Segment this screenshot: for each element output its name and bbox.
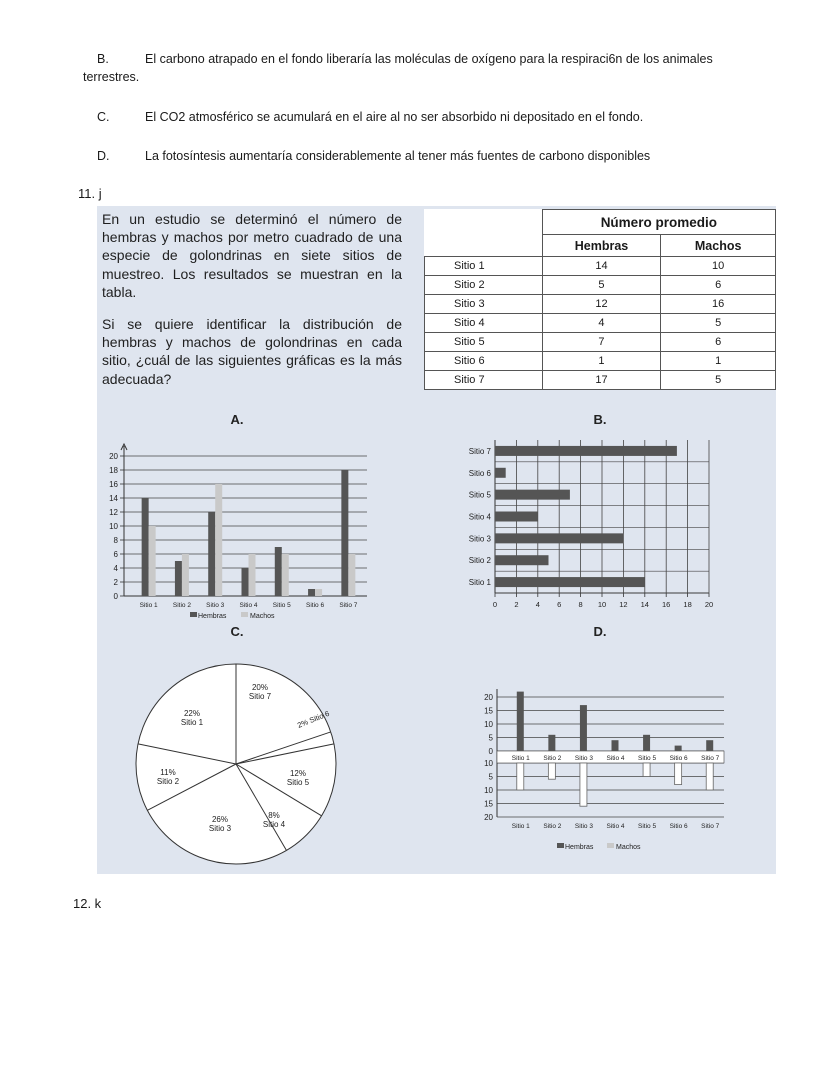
table-row xyxy=(425,371,776,390)
chart-c-slice-pct: 12% xyxy=(289,769,307,778)
chart-d-bar-hembras xyxy=(706,740,713,751)
chart-d-x-tick-label: Sitio 2 xyxy=(543,823,562,830)
chart-b-x-tick-label: 20 xyxy=(704,600,714,609)
chart-b-bar xyxy=(495,533,623,543)
chart-d-bar-machos xyxy=(548,763,555,779)
table-cell-site: Sitio 6 xyxy=(425,352,543,371)
table-cell-hembras: 4 xyxy=(542,314,661,333)
chart-d-legend-swatch-machos xyxy=(607,843,614,848)
chart-a-legend-hembras: Hembras xyxy=(198,613,227,620)
chart-b-x-tick-label: 6 xyxy=(557,600,562,609)
chart-d-x-tick-label: Sitio 5 xyxy=(638,823,657,830)
chart-b-bar xyxy=(495,555,549,565)
chart-b-y-tick-label: Sitio 5 xyxy=(468,490,491,500)
chart-a-x-tick-label: Sitio 4 xyxy=(239,602,258,609)
chart-d-x-tick-label: Sitio 4 xyxy=(606,823,625,830)
chart-d-bar-hembras xyxy=(643,735,650,751)
chart-b-x-tick-label: 0 xyxy=(492,600,498,609)
chart-c-slice-pct: 11% xyxy=(160,768,176,777)
table-corner xyxy=(425,210,543,235)
chart-a-x-tick-label: Sitio 1 xyxy=(139,602,158,609)
chart-d-y-tick-label: 5 xyxy=(488,772,493,782)
chart-a-x-tick-label: Sitio 5 xyxy=(272,602,291,609)
chart-d-y-tick-label: 15 xyxy=(484,799,493,809)
table-group-header: Número promedio xyxy=(542,210,775,235)
chart-b-title: B. xyxy=(593,412,607,427)
chart-d-x-tick-label: Sitio 7 xyxy=(701,823,720,830)
chart-c-slice-label: 2% Sitio 6 xyxy=(295,708,331,730)
table-row xyxy=(425,276,776,295)
chart-d-x-tick-label: Sitio 5 xyxy=(638,755,657,762)
chart-a-y-tick-label: 4 xyxy=(113,564,118,573)
stem-paragraph: En un estudio se determinó el número de hembras y machos por metro cuadrado de una especie de golondrinas en siete sitios de muestreo. Los resultados se muestran en la tabla. xyxy=(102,211,402,300)
table-cell-site: Sitio 3 xyxy=(425,295,543,314)
chart-d-y-tick-label: 5 xyxy=(488,733,493,743)
chart-b-x-tick-label: 4 xyxy=(535,600,540,609)
chart-a-bar-machos xyxy=(249,554,256,596)
chart-d-x-tick-label: Sitio 2 xyxy=(543,755,562,762)
chart-a-bar-machos xyxy=(215,484,222,596)
chart-a-x-tick-label: Sitio 2 xyxy=(172,602,191,609)
chart-b-y-tick-label: Sitio 7 xyxy=(468,446,491,456)
chart-c-slice-pct: 8% xyxy=(268,811,280,820)
chart-a-y-tick-label: 8 xyxy=(113,536,118,545)
option-text: El CO2 atmosférico se acumulará en el aire al no ser absorbido ni depositado en el fondo. xyxy=(145,110,644,124)
chart-d-bar-hembras xyxy=(612,740,619,751)
question-stem xyxy=(102,210,402,388)
chart-a-y-tick-label: 18 xyxy=(109,466,118,475)
table-cell-machos: 6 xyxy=(661,276,776,295)
chart-c-slice-label: Sitio 3 xyxy=(208,824,232,833)
chart-a-bar-machos xyxy=(315,589,322,596)
chart-d-y-tick-label: 10 xyxy=(484,759,493,768)
charts-area xyxy=(97,404,776,874)
chart-b-x-tick-label: 16 xyxy=(662,600,671,609)
chart-b-y-tick-label: Sitio 1 xyxy=(468,578,491,588)
chart-d-bar-machos xyxy=(643,763,650,777)
table-row xyxy=(425,295,776,314)
chart-a-bar-machos xyxy=(182,554,189,596)
chart-d-bar-hembras xyxy=(517,692,524,751)
table-cell-hembras: 1 xyxy=(542,352,661,371)
chart-b-x-tick-label: 2 xyxy=(514,600,519,609)
chart-a-x-tick-label: Sitio 7 xyxy=(339,602,358,609)
chart-a-bar-hembras xyxy=(308,589,315,596)
chart-d-x-tick-label: Sitio 6 xyxy=(669,755,688,762)
option-letter: D. xyxy=(97,149,110,163)
table-row xyxy=(425,257,776,276)
chart-d-x-tick-label: Sitio 3 xyxy=(574,823,593,830)
table-cell-hembras: 14 xyxy=(542,257,661,276)
chart-a-bar-machos xyxy=(282,554,289,596)
chart-b-x-tick-label: 10 xyxy=(597,600,607,609)
chart-b-x-tick-label: 12 xyxy=(619,600,628,609)
chart-b-y-tick-label: Sitio 2 xyxy=(468,556,491,566)
chart-d-x-tick-label: Sitio 3 xyxy=(574,755,593,762)
chart-c-title: C. xyxy=(230,624,244,639)
chart-b-y-tick-label: Sitio 4 xyxy=(468,512,491,522)
data-table xyxy=(424,209,776,390)
chart-b-bar xyxy=(495,490,570,500)
chart-d-legend-machos: Machos xyxy=(616,844,641,851)
chart-d-y-tick-label: 0 xyxy=(488,747,493,756)
option-text-continuation: terrestres. xyxy=(83,70,140,84)
chart-d-y-tick-label: 15 xyxy=(484,706,493,716)
chart-a-legend-swatch-machos xyxy=(241,612,248,617)
chart-d-x-tick-label: Sitio 7 xyxy=(701,755,720,762)
table-row xyxy=(425,314,776,333)
chart-a-y-tick-label: 6 xyxy=(113,550,118,559)
option-letter: C. xyxy=(97,110,110,124)
question-panel xyxy=(97,206,776,874)
chart-d-y-tick-label: 20 xyxy=(484,693,493,702)
chart-d-bar-hembras xyxy=(580,705,587,751)
chart-a-bar-machos xyxy=(348,554,355,596)
chart-d-y-tick-label: 20 xyxy=(484,813,493,822)
chart-a-y-tick-label: 20 xyxy=(109,452,118,461)
question-12-label: 12. k xyxy=(73,896,102,911)
chart-b-y-tick-label: Sitio 3 xyxy=(468,534,491,544)
table-cell-site: Sitio 2 xyxy=(425,276,543,295)
chart-d-bar-machos xyxy=(706,763,713,790)
chart-d-bar-hembras xyxy=(675,746,682,751)
chart-a-y-tick-label: 12 xyxy=(109,508,118,517)
option-letter: B. xyxy=(97,52,109,66)
table-cell-machos: 6 xyxy=(661,333,776,352)
chart-a-bar-hembras xyxy=(175,561,182,596)
chart-d-x-tick-label: Sitio 1 xyxy=(511,755,530,762)
table-cell-machos: 5 xyxy=(661,314,776,333)
table-header-hembras: Hembras xyxy=(542,235,661,257)
chart-a-bar-hembras xyxy=(142,498,149,596)
chart-d-y-tick-label: 10 xyxy=(484,786,493,795)
chart-d-x-tick-label: Sitio 1 xyxy=(511,823,530,830)
table-cell-machos: 10 xyxy=(661,257,776,276)
chart-a-legend-machos: Machos xyxy=(250,613,275,620)
chart-d-bar-machos xyxy=(517,763,524,790)
chart-b-bar xyxy=(495,577,645,587)
chart-a-bar-machos xyxy=(149,526,156,596)
table-cell-site: Sitio 4 xyxy=(425,314,543,333)
chart-d-bar-machos xyxy=(675,763,682,785)
table-row xyxy=(425,333,776,352)
question-11-label: 11. j xyxy=(78,186,102,201)
chart-a-legend-swatch-hembras xyxy=(190,612,197,617)
chart-a-bar-hembras xyxy=(242,568,249,596)
chart-a-y-tick-label: 16 xyxy=(109,480,118,489)
chart-d-x-tick-label: Sitio 4 xyxy=(606,755,625,762)
chart-a-x-tick-label: Sitio 6 xyxy=(306,602,325,609)
stem-paragraph: Si se quiere identificar la distribución de hembras y machos de golondrinas en cada sitio, ¿cuál de las siguientes gráficas es la más adecuada? xyxy=(102,316,402,387)
table-cell-machos: 1 xyxy=(661,352,776,371)
chart-c-slice-label: Sitio 1 xyxy=(180,718,204,727)
chart-a-y-tick-label: 10 xyxy=(109,522,118,531)
table-cell-hembras: 12 xyxy=(542,295,661,314)
chart-d-bar-hembras xyxy=(548,735,555,751)
chart-a-x-tick-label: Sitio 3 xyxy=(206,602,225,609)
chart-c-slice-pct: 26% xyxy=(211,815,229,824)
chart-b-x-tick-label: 8 xyxy=(578,600,583,609)
chart-c-slice-label: Sitio 4 xyxy=(262,820,286,829)
chart-b-bar xyxy=(495,446,677,456)
chart-a-title: A. xyxy=(230,412,244,427)
chart-d-title: D. xyxy=(593,624,607,639)
chart-a-bar-hembras xyxy=(341,470,348,596)
chart-d-y-tick-label: 10 xyxy=(484,720,493,729)
chart-c-slice-pct: 22% xyxy=(183,709,201,718)
chart-d-legend-hembras: Hembras xyxy=(565,844,594,851)
table-cell-site: Sitio 1 xyxy=(425,257,543,276)
chart-a-y-tick-label: 0 xyxy=(113,592,118,601)
option-text: El carbono atrapado en el fondo liberaría las moléculas de oxígeno para la respiraci6n de los animales xyxy=(145,52,713,66)
chart-d-legend-swatch-hembras xyxy=(557,843,564,848)
chart-b-x-tick-label: 18 xyxy=(683,600,692,609)
chart-b-bar xyxy=(495,512,538,522)
chart-b-y-tick-label: Sitio 6 xyxy=(468,468,491,478)
chart-c-slice-label: Sitio 2 xyxy=(156,777,180,786)
table-corner xyxy=(425,235,543,257)
chart-b-x-tick-label: 14 xyxy=(640,600,649,609)
chart-d-bar-machos xyxy=(580,763,587,806)
chart-c-slice-label: Sitio 5 xyxy=(286,778,310,787)
table-cell-hembras: 5 xyxy=(542,276,661,295)
chart-c-slice-pct: 20% xyxy=(251,683,269,692)
table-cell-hembras: 17 xyxy=(542,371,661,390)
chart-c-slice-label: Sitio 7 xyxy=(248,692,272,701)
chart-d-x-tick-label: Sitio 6 xyxy=(669,823,688,830)
table-cell-machos: 16 xyxy=(661,295,776,314)
table-header-machos: Machos xyxy=(661,235,776,257)
table-cell-site: Sitio 7 xyxy=(425,371,543,390)
table-row xyxy=(425,352,776,371)
chart-a-y-tick-label: 2 xyxy=(113,578,118,587)
table-cell-machos: 5 xyxy=(661,371,776,390)
chart-a-y-tick-label: 14 xyxy=(109,494,118,503)
table-cell-site: Sitio 5 xyxy=(425,333,543,352)
table-cell-hembras: 7 xyxy=(542,333,661,352)
chart-b-bar xyxy=(495,468,506,478)
option-text: La fotosíntesis aumentaría considerablemente al tener más fuentes de carbono disponibles xyxy=(145,149,651,163)
chart-a-bar-hembras xyxy=(275,547,282,596)
chart-a-bar-hembras xyxy=(208,512,215,596)
